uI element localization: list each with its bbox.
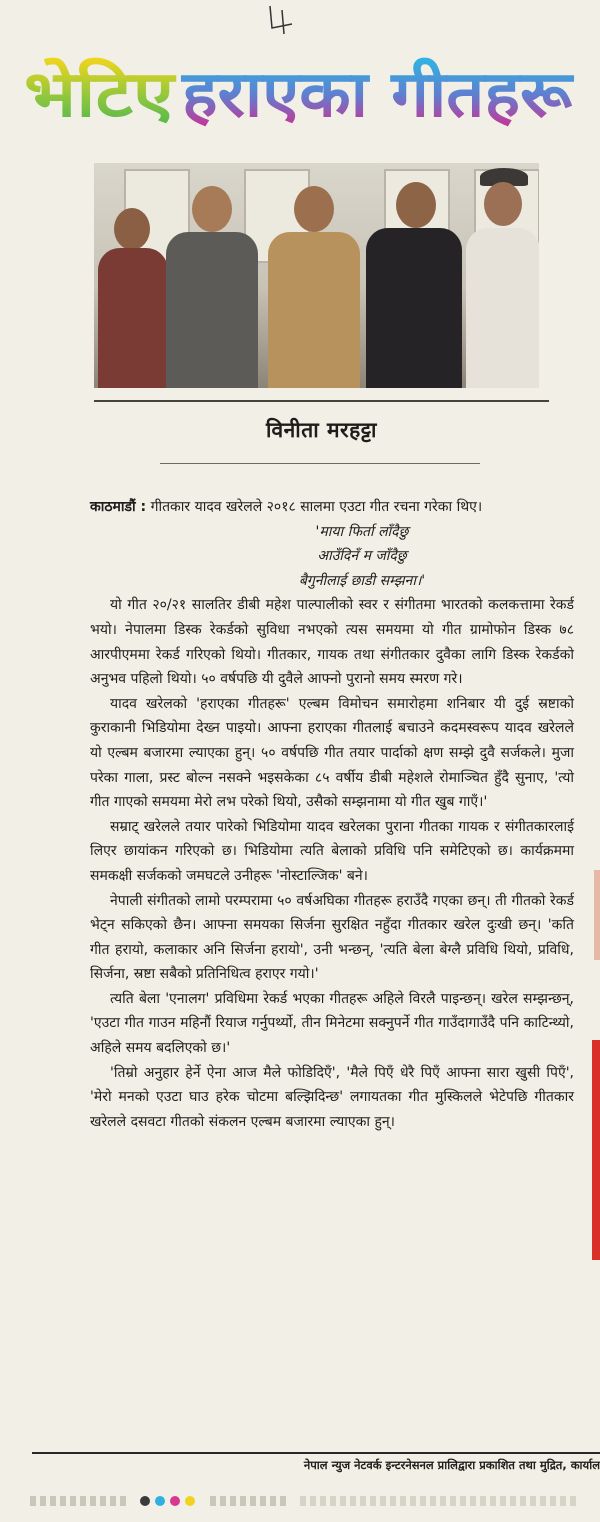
margin-color-strip bbox=[592, 1040, 600, 1260]
poem-quote bbox=[90, 520, 574, 594]
person-2 bbox=[164, 178, 260, 388]
footer-divider bbox=[32, 1452, 600, 1454]
publisher-footer: नेपाल न्युज नेटवर्क इन्टरनेसनल प्रालिद्वारा प्रकाशित तथा मुद्रित, कार्याल bbox=[303, 1458, 600, 1472]
person-4 bbox=[362, 176, 466, 388]
article-paragraph: त्यति बेला 'एनालग' प्रविधिमा रेकर्ड भएका गीतहरू अहिले विरलै पाइन्छन्। खरेल सम्झन्छन्, 'एउटा गीत गाउन महिनौं रियाज गर्नुपर्थ्यो, तीन मिनेटमा सक्नुपर्ने गीत गाउँदागाउँदै पनि काटिन्थ्यो, अहिले समय बदलिएको छ।' bbox=[90, 990, 574, 1057]
poem-line: बैगुनीलाई छाडी सम्झना।' bbox=[298, 572, 426, 589]
headline-part-2: हराएका गीतहरू bbox=[182, 58, 555, 132]
article-paragraph: सम्राट् खरेलले तयार पारेको भिडियोमा यादव खरेलका पुराना गीतका गायक र संगीतकारलाई लिएर छायांकन गरिएको छ। भिडियोमा त्यति बेलाको प्रविधि पनि समेटिएको छ। कार्यक्रममा समकक्षी सर्जकको जमघटले उनीहरू 'नोस्टाल्जिक' बने। bbox=[90, 818, 574, 884]
registration-marks-icon bbox=[0, 1488, 600, 1512]
headline bbox=[22, 40, 578, 140]
article-paragraph: नेपाली संगीतको लामो परम्परामा ५० वर्षअघिका गीतहरू हराउँदै गएका छन्। ती गीतको रेकर्ड भेट्न सकिएको छैन। आफ्ना समयका सिर्जना सुरक्षित नहुँदा गीतकार खरेल दुःखी छन्। 'कति गीत हरायो, कलाकार अनि सिर्जना हरायो', उनी भन्छन्, 'त्यति बेला बेग्लै प्रविधि थियो, प्रविधि, सिर्जना, स्रष्टा सबैको प्रतिनिधित्व हराएर गयो।' bbox=[90, 892, 574, 983]
margin-color-strip bbox=[594, 870, 600, 960]
pen-scribble-icon bbox=[262, 2, 302, 38]
article-body bbox=[90, 495, 574, 1134]
person-3 bbox=[264, 178, 364, 388]
article-paragraph: यो गीत २०/२१ सालतिर डीबी महेश पाल्पालीको स्वर र संगीतमा भारतको कलकत्तामा रेकर्ड भयो। नेपालमा डिस्क रेकर्डको सुविधा नभएको त्यस समयमा यो गीत ग्रामोफोन डिस्क ७८ आरपीएममा रेकर्ड गरिएको थियो। गीतकार, गायक तथा संगीतकार दुवैका लागि डिस्क रेकर्डको अनुभव पहिलो थियो। ५० वर्षपछि यी दुवैले आफ्नो पुरानो समय स्मरण गरे। bbox=[90, 597, 574, 688]
byline-divider bbox=[160, 463, 480, 464]
poem-line: आउँदिनँ म जाँदैछु bbox=[317, 548, 407, 565]
dateline: काठमाडौं : bbox=[90, 499, 147, 515]
article-paragraph: 'तिम्रो अनुहार हेर्ने ऐना आज मैले फोडिदिएँ', 'मैले पिएँ धेरै पिएँ आफ्ना सारा खुसी पिएँ', 'मेरो मनको एउटा घाउ हरेक चोटमा बल्झिदिन्छ' लगायतका गीत मुस्किलले भेटेपछि गीतकार खरेलले दसवटा गीतको संकलन एल्बम बजारमा ल्याएका हुन्। bbox=[90, 1064, 574, 1130]
group-photo bbox=[94, 163, 539, 388]
poem-line: 'माया फिर्ता लाँदैछु bbox=[315, 523, 409, 540]
lead-text: गीतकार यादव खरेलले २०१८ सालमा एउटा गीत रचना गरेका थिए। bbox=[150, 499, 483, 515]
article-paragraph: यादव खरेलको 'हराएका गीतहरू' एल्बम विमोचन समारोहमा शनिबार यी दुई स्रष्टाको कुराकानी भिडियोमा देख्न पाइयो। आफ्ना हराएका गीतलाई बचाउने कदमस्वरूप यादव खरेलले यो एल्बम बजारमा ल्याएका हुन्। ५० वर्षपछि गीत तयार पार्दाको क्षण सम्झे दुवै सर्जकले। मुजा परेका गाला, प्रस्ट बोल्न नसक्ने भइसकेका ८५ वर्षीय डीबी महेशले रोमाञ्चित हुँदै सुनाए, 'त्यो गीत गाएको समयमा मेरो लभ परेको थियो, उसैको सम्झनामा यो गीत खुब गाएँ।' bbox=[90, 695, 574, 811]
byline: विनीता मरहट्टा bbox=[266, 418, 377, 442]
person-5 bbox=[466, 168, 539, 388]
headline-part-1: भेटिए bbox=[24, 58, 154, 132]
lead-paragraph bbox=[90, 495, 574, 520]
person-1 bbox=[98, 198, 168, 388]
photo-divider bbox=[94, 400, 549, 402]
